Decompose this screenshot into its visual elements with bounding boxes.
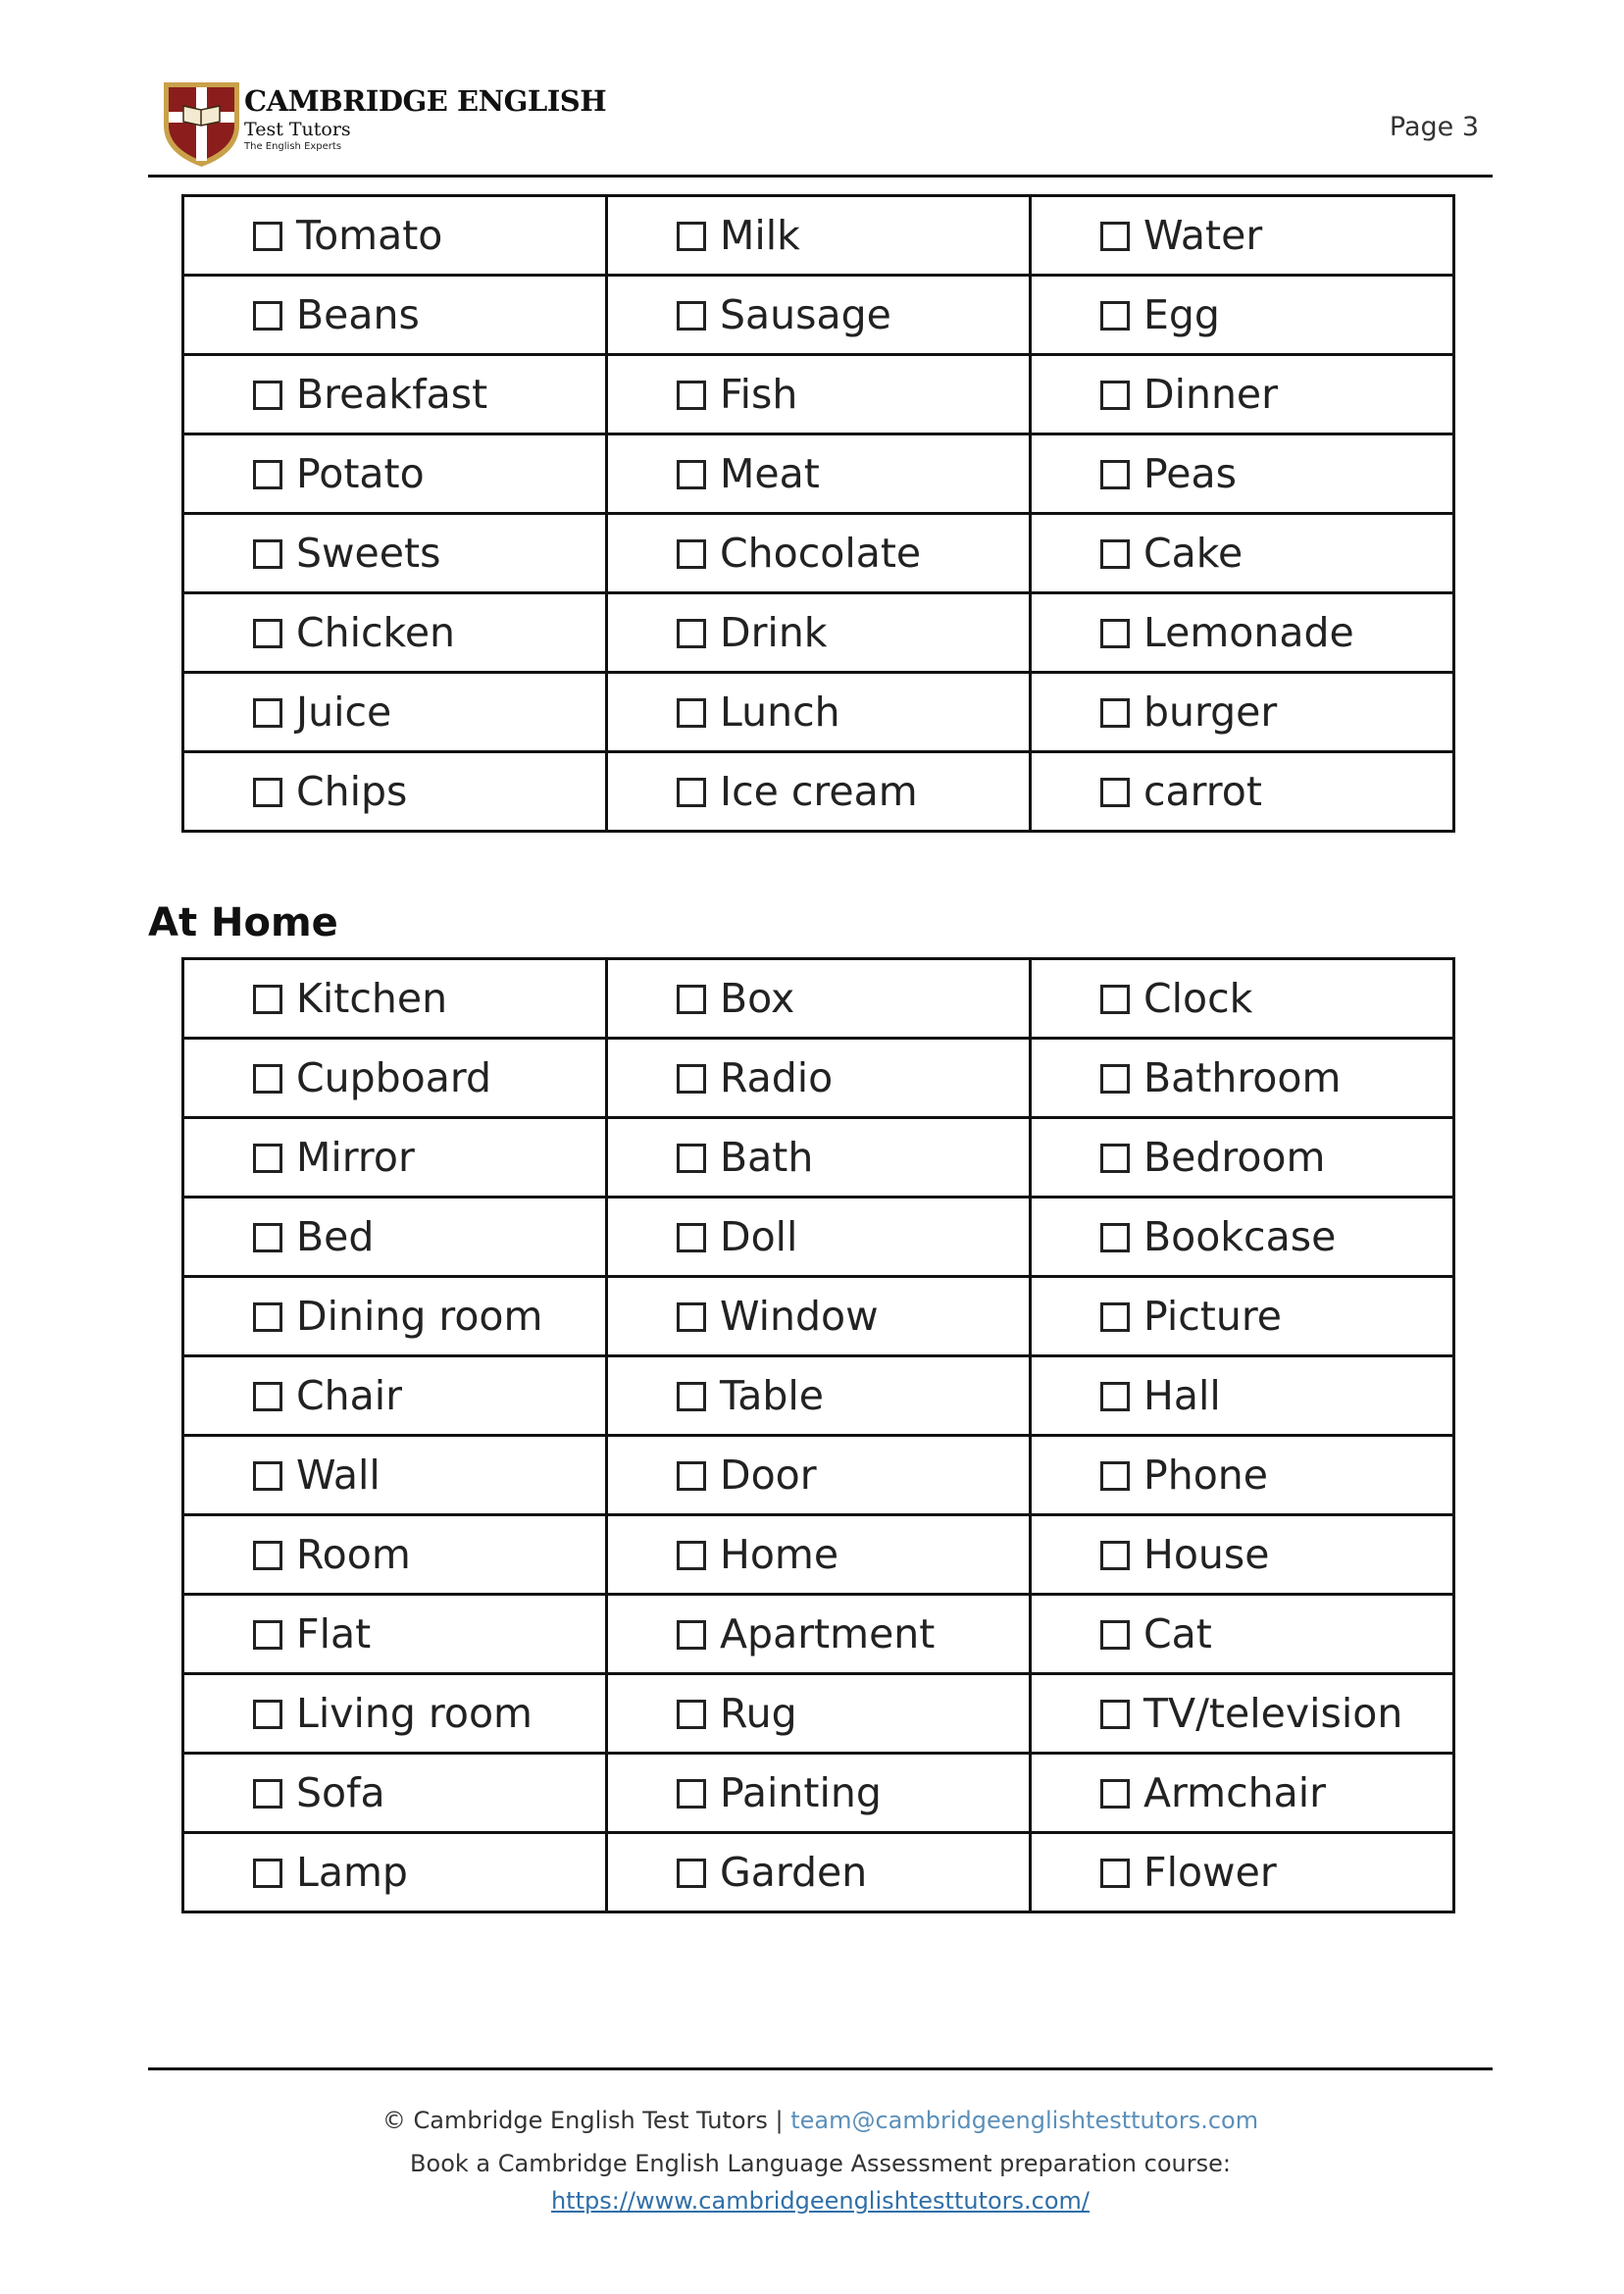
vocab-cell [607, 1595, 1031, 1674]
contact-email-link[interactable]: team@cambridgeenglishtesttutors.com [790, 2107, 1259, 2134]
table-row [183, 593, 1454, 673]
vocab-cell [183, 593, 607, 673]
vocab-item[interactable] [1100, 371, 1452, 418]
table-row [183, 196, 1454, 276]
vocab-label: Drink [720, 609, 828, 656]
vocab-item[interactable] [677, 371, 1029, 418]
vocab-item[interactable] [1100, 609, 1452, 656]
vocab-item[interactable] [253, 1531, 605, 1578]
checkbox-icon[interactable] [1100, 1064, 1130, 1094]
checkbox-icon[interactable] [677, 222, 706, 251]
checkbox-icon[interactable] [677, 1779, 706, 1809]
checkbox-icon[interactable] [1100, 381, 1130, 410]
vocab-cell [607, 1833, 1031, 1912]
vocab-label: Sofa [296, 1769, 385, 1816]
table-row [183, 1039, 1454, 1118]
vocab-item[interactable] [677, 450, 1029, 497]
checkbox-icon[interactable] [253, 698, 282, 728]
vocab-label: Painting [720, 1769, 882, 1816]
checkbox-icon[interactable] [1100, 1779, 1130, 1809]
table-row [183, 1277, 1454, 1356]
vocab-cell [1031, 1674, 1454, 1754]
checkbox-icon[interactable] [253, 778, 282, 807]
vocab-item[interactable] [253, 1293, 605, 1340]
vocab-label: Fish [720, 371, 798, 418]
checkbox-icon[interactable] [677, 698, 706, 728]
vocab-label: Juice [296, 688, 392, 736]
checkbox-icon[interactable] [677, 1223, 706, 1252]
vocab-cell [607, 752, 1031, 832]
vocab-item[interactable] [677, 1452, 1029, 1499]
table-row [183, 959, 1454, 1039]
vocab-item[interactable] [1100, 1610, 1452, 1657]
checkbox-icon[interactable] [677, 1620, 706, 1650]
vocab-item[interactable] [253, 530, 605, 577]
checkbox-icon[interactable] [1100, 301, 1130, 331]
vocab-label: Home [720, 1531, 839, 1578]
vocab-label: Garden [720, 1849, 868, 1896]
checkbox-icon[interactable] [253, 1541, 282, 1570]
vocab-label: Cupboard [296, 1054, 492, 1101]
vocab-label: Dinner [1143, 371, 1279, 418]
checkbox-icon[interactable] [253, 985, 282, 1014]
vocab-item[interactable] [677, 1849, 1029, 1896]
vocab-item[interactable] [677, 1531, 1029, 1578]
checkbox-icon[interactable] [677, 1144, 706, 1173]
checkbox-icon[interactable] [677, 619, 706, 648]
vocab-item[interactable] [1100, 1134, 1452, 1181]
vocab-item[interactable] [677, 609, 1029, 656]
vocab-label: Dining room [296, 1293, 543, 1340]
vocab-cell [183, 434, 607, 514]
vocab-item[interactable] [677, 688, 1029, 736]
footer-divider [148, 2067, 1493, 2070]
table-row [183, 276, 1454, 355]
vocab-item[interactable] [677, 768, 1029, 815]
checkbox-icon[interactable] [1100, 1541, 1130, 1570]
vocab-item[interactable] [253, 1690, 605, 1737]
vocab-item[interactable] [677, 1054, 1029, 1101]
vocab-cell [1031, 514, 1454, 593]
table-row [183, 1674, 1454, 1754]
checkbox-icon[interactable] [253, 460, 282, 489]
vocab-cell [183, 355, 607, 434]
vocab-cell [607, 1515, 1031, 1595]
vocab-item[interactable] [253, 609, 605, 656]
table-row [183, 434, 1454, 514]
vocab-cell [1031, 593, 1454, 673]
vocab-item[interactable] [1100, 768, 1452, 815]
vocab-label: burger [1143, 688, 1278, 736]
checkbox-icon[interactable] [677, 460, 706, 489]
checkbox-icon[interactable] [1100, 222, 1130, 251]
checkbox-icon[interactable] [253, 1779, 282, 1809]
vocab-label: Bathroom [1143, 1054, 1342, 1101]
vocab-item[interactable] [253, 371, 605, 418]
vocab-label: Bedroom [1143, 1134, 1326, 1181]
vocab-item[interactable] [253, 1849, 605, 1896]
vocab-label: Beans [296, 291, 420, 338]
vocab-cell [607, 1436, 1031, 1515]
vocab-item[interactable] [677, 530, 1029, 577]
vocab-item[interactable] [677, 1293, 1029, 1340]
vocab-item[interactable] [677, 975, 1029, 1022]
vocab-cell [607, 593, 1031, 673]
vocab-item[interactable] [1100, 291, 1452, 338]
table-row [183, 1356, 1454, 1436]
brand-block [244, 84, 606, 152]
vocab-cell [1031, 434, 1454, 514]
home-vocabulary-table [181, 957, 1455, 1913]
vocab-cell [1031, 1198, 1454, 1277]
section-title: At Home [148, 900, 338, 945]
vocab-label: Flower [1143, 1849, 1277, 1896]
vocab-label: Mirror [296, 1134, 415, 1181]
vocab-item[interactable] [1100, 975, 1452, 1022]
vocab-cell [607, 1118, 1031, 1198]
vocab-item[interactable] [677, 1690, 1029, 1737]
website-link[interactable]: https://www.cambridgeenglishtesttutors.com/ [550, 2187, 1091, 2215]
checkbox-icon[interactable] [677, 985, 706, 1014]
vocab-cell [607, 673, 1031, 752]
vocab-label: Chicken [296, 609, 456, 656]
vocab-label: Wall [296, 1452, 381, 1499]
vocab-label: TV/television [1143, 1690, 1403, 1737]
vocab-cell [1031, 959, 1454, 1039]
vocab-item[interactable] [677, 1610, 1029, 1657]
vocab-cell [1031, 196, 1454, 276]
vocab-item[interactable] [1100, 530, 1452, 577]
vocab-cell [1031, 1515, 1454, 1595]
checkbox-icon[interactable] [253, 1223, 282, 1252]
checkbox-icon[interactable] [1100, 778, 1130, 807]
vocab-item[interactable] [253, 1769, 605, 1816]
table-row [183, 1833, 1454, 1912]
vocab-cell [1031, 1118, 1454, 1198]
vocab-cell [607, 1674, 1031, 1754]
vocab-label: Sweets [296, 530, 441, 577]
vocab-label: Ice cream [720, 768, 918, 815]
vocab-item[interactable] [1100, 1452, 1452, 1499]
vocab-item[interactable] [253, 975, 605, 1022]
vocab-item[interactable] [677, 212, 1029, 259]
page-header [148, 73, 1493, 171]
vocab-item[interactable] [1100, 1293, 1452, 1340]
vocab-item[interactable] [1100, 1531, 1452, 1578]
vocab-cell [183, 1436, 607, 1515]
table-row [183, 1754, 1454, 1833]
vocab-cell [607, 196, 1031, 276]
vocab-label: Cat [1143, 1610, 1212, 1657]
vocab-item[interactable] [677, 291, 1029, 338]
vocab-cell [183, 673, 607, 752]
vocab-label: Clock [1143, 975, 1253, 1022]
vocab-label: Door [720, 1452, 817, 1499]
table-row [183, 1118, 1454, 1198]
vocab-label: Chocolate [720, 530, 922, 577]
vocab-label: Doll [720, 1213, 798, 1260]
vocab-cell [607, 1356, 1031, 1436]
vocab-cell [607, 355, 1031, 434]
vocab-cell [183, 959, 607, 1039]
vocab-label: Armchair [1143, 1769, 1327, 1816]
vocab-label: Bath [720, 1134, 814, 1181]
checkbox-icon[interactable] [1100, 1620, 1130, 1650]
checkbox-icon[interactable] [677, 1859, 706, 1888]
checkbox-icon[interactable] [253, 1144, 282, 1173]
vocab-label: Kitchen [296, 975, 448, 1022]
vocab-item[interactable] [253, 212, 605, 259]
vocab-cell [183, 1833, 607, 1912]
vocab-label: Egg [1143, 291, 1220, 338]
checkbox-icon[interactable] [1100, 460, 1130, 489]
checkbox-icon[interactable] [1100, 1144, 1130, 1173]
vocab-label: Breakfast [296, 371, 488, 418]
vocab-item[interactable] [253, 1372, 605, 1419]
vocab-item[interactable] [677, 1769, 1029, 1816]
header-divider [148, 175, 1493, 178]
vocab-cell [183, 1356, 607, 1436]
vocab-label: Chair [296, 1372, 402, 1419]
vocab-cell [1031, 1277, 1454, 1356]
vocab-label: Box [720, 975, 795, 1022]
checkbox-icon[interactable] [253, 301, 282, 331]
vocab-item[interactable] [1100, 1769, 1452, 1816]
vocab-cell [607, 276, 1031, 355]
vocab-label: Potato [296, 450, 425, 497]
vocab-cell [183, 514, 607, 593]
checkbox-icon[interactable] [677, 778, 706, 807]
vocab-cell [607, 514, 1031, 593]
vocab-cell [1031, 1436, 1454, 1515]
checkbox-icon[interactable] [677, 381, 706, 410]
vocab-item[interactable] [1100, 1372, 1452, 1419]
checkbox-icon[interactable] [677, 301, 706, 331]
brand-title: CAMBRIDGE ENGLISH [244, 84, 607, 118]
vocab-cell [607, 1039, 1031, 1118]
vocab-label: Flat [296, 1610, 372, 1657]
checkbox-icon[interactable] [253, 381, 282, 410]
vocab-cell [1031, 1754, 1454, 1833]
checkbox-icon[interactable] [253, 222, 282, 251]
vocab-cell [1031, 1039, 1454, 1118]
vocab-label: carrot [1143, 768, 1262, 815]
vocab-cell [183, 1674, 607, 1754]
checkbox-icon[interactable] [1100, 1461, 1130, 1491]
checkbox-icon[interactable] [677, 1064, 706, 1094]
vocab-cell [183, 276, 607, 355]
checkbox-icon[interactable] [677, 1382, 706, 1411]
table-row [183, 1436, 1454, 1515]
vocab-label: Peas [1143, 450, 1237, 497]
shield-logo-icon [160, 76, 243, 169]
checkbox-icon[interactable] [253, 1064, 282, 1094]
vocab-item[interactable] [1100, 1054, 1452, 1101]
checkbox-icon[interactable] [253, 1700, 282, 1729]
table-row [183, 1515, 1454, 1595]
checkbox-icon[interactable] [253, 1620, 282, 1650]
vocab-item[interactable] [253, 1452, 605, 1499]
vocab-label: Window [720, 1293, 879, 1340]
vocab-label: Meat [720, 450, 820, 497]
table-row [183, 1198, 1454, 1277]
vocab-label: Cake [1143, 530, 1243, 577]
table-row [183, 752, 1454, 832]
checkbox-icon[interactable] [677, 1700, 706, 1729]
page-footer [148, 2099, 1493, 2217]
checkbox-icon[interactable] [253, 539, 282, 569]
brand-tagline: The English Experts [244, 141, 342, 152]
checkbox-icon[interactable] [1100, 698, 1130, 728]
vocab-item[interactable] [1100, 450, 1452, 497]
vocab-label: Water [1143, 212, 1263, 259]
vocab-item[interactable] [253, 450, 605, 497]
vocab-label: Lemonade [1143, 609, 1354, 656]
table-row [183, 673, 1454, 752]
checkbox-icon[interactable] [253, 1382, 282, 1411]
vocab-cell [183, 1198, 607, 1277]
vocab-label: Living room [296, 1690, 533, 1737]
checkbox-icon[interactable] [253, 1859, 282, 1888]
table-row [183, 514, 1454, 593]
vocab-item[interactable] [1100, 212, 1452, 259]
vocab-cell [1031, 276, 1454, 355]
vocab-item[interactable] [1100, 1690, 1452, 1737]
checkbox-icon[interactable] [253, 1302, 282, 1332]
vocab-item[interactable] [1100, 1213, 1452, 1260]
vocab-cell [607, 1277, 1031, 1356]
vocab-cell [183, 1754, 607, 1833]
vocab-label: Rug [720, 1690, 797, 1737]
checkbox-icon[interactable] [253, 619, 282, 648]
vocab-label: Bed [296, 1213, 375, 1260]
vocab-item[interactable] [1100, 1849, 1452, 1896]
footer-copyright-line [148, 2099, 1493, 2142]
vocab-item[interactable] [253, 1054, 605, 1101]
table-row [183, 1595, 1454, 1674]
vocab-cell [1031, 355, 1454, 434]
vocab-label: House [1143, 1531, 1270, 1578]
checkbox-icon[interactable] [677, 1541, 706, 1570]
checkbox-icon[interactable] [1100, 1382, 1130, 1411]
vocab-cell [607, 959, 1031, 1039]
vocab-label: Chips [296, 768, 408, 815]
vocab-item[interactable] [253, 1610, 605, 1657]
vocab-cell [183, 1118, 607, 1198]
vocab-label: Picture [1143, 1293, 1282, 1340]
checkbox-icon[interactable] [1100, 985, 1130, 1014]
brand-subtitle: Test Tutors [244, 119, 351, 140]
vocab-cell [1031, 1356, 1454, 1436]
checkbox-icon[interactable] [1100, 619, 1130, 648]
vocab-cell [183, 1595, 607, 1674]
vocab-label: Phone [1143, 1452, 1269, 1499]
vocab-cell [183, 196, 607, 276]
vocab-item[interactable] [253, 688, 605, 736]
checkbox-icon[interactable] [677, 539, 706, 569]
vocab-label: Radio [720, 1054, 834, 1101]
vocab-cell [607, 1754, 1031, 1833]
checkbox-icon[interactable] [1100, 539, 1130, 569]
vocab-item[interactable] [677, 1372, 1029, 1419]
vocab-cell [183, 1277, 607, 1356]
checkbox-icon[interactable] [1100, 1700, 1130, 1729]
vocab-label: Table [720, 1372, 825, 1419]
vocab-cell [183, 752, 607, 832]
checkbox-icon[interactable] [677, 1461, 706, 1491]
vocab-cell [183, 1515, 607, 1595]
vocab-item[interactable] [253, 768, 605, 815]
vocab-cell [607, 434, 1031, 514]
vocab-label: Milk [720, 212, 800, 259]
vocab-label: Bookcase [1143, 1213, 1337, 1260]
vocab-cell [607, 1198, 1031, 1277]
checkbox-icon[interactable] [253, 1461, 282, 1491]
checkbox-icon[interactable] [1100, 1859, 1130, 1888]
vocab-label: Room [296, 1531, 411, 1578]
vocab-label: Hall [1143, 1372, 1221, 1419]
vocab-item[interactable] [253, 1134, 605, 1181]
vocab-item[interactable] [253, 1213, 605, 1260]
vocab-label: Tomato [296, 212, 443, 259]
vocab-cell [1031, 1833, 1454, 1912]
vocab-label: Lamp [296, 1849, 408, 1896]
checkbox-icon[interactable] [1100, 1302, 1130, 1332]
course-text: Book a Cambridge English Language Assessment preparation course: [410, 2150, 1231, 2177]
vocab-item[interactable] [1100, 688, 1452, 736]
page-number: Page 3 [1389, 112, 1479, 142]
vocab-label: Apartment [720, 1610, 936, 1657]
vocab-cell [183, 1039, 607, 1118]
vocab-item[interactable] [677, 1134, 1029, 1181]
vocab-label: Sausage [720, 291, 891, 338]
table-row [183, 355, 1454, 434]
checkbox-icon[interactable] [1100, 1223, 1130, 1252]
checkbox-icon[interactable] [677, 1302, 706, 1332]
vocab-item[interactable] [677, 1213, 1029, 1260]
vocab-label: Lunch [720, 688, 840, 736]
vocab-cell [1031, 673, 1454, 752]
copyright-text: © Cambridge English Test Tutors | [381, 2107, 791, 2134]
vocab-cell [1031, 752, 1454, 832]
food-vocabulary-table [181, 194, 1455, 833]
vocab-cell [1031, 1595, 1454, 1674]
vocab-item[interactable] [253, 291, 605, 338]
